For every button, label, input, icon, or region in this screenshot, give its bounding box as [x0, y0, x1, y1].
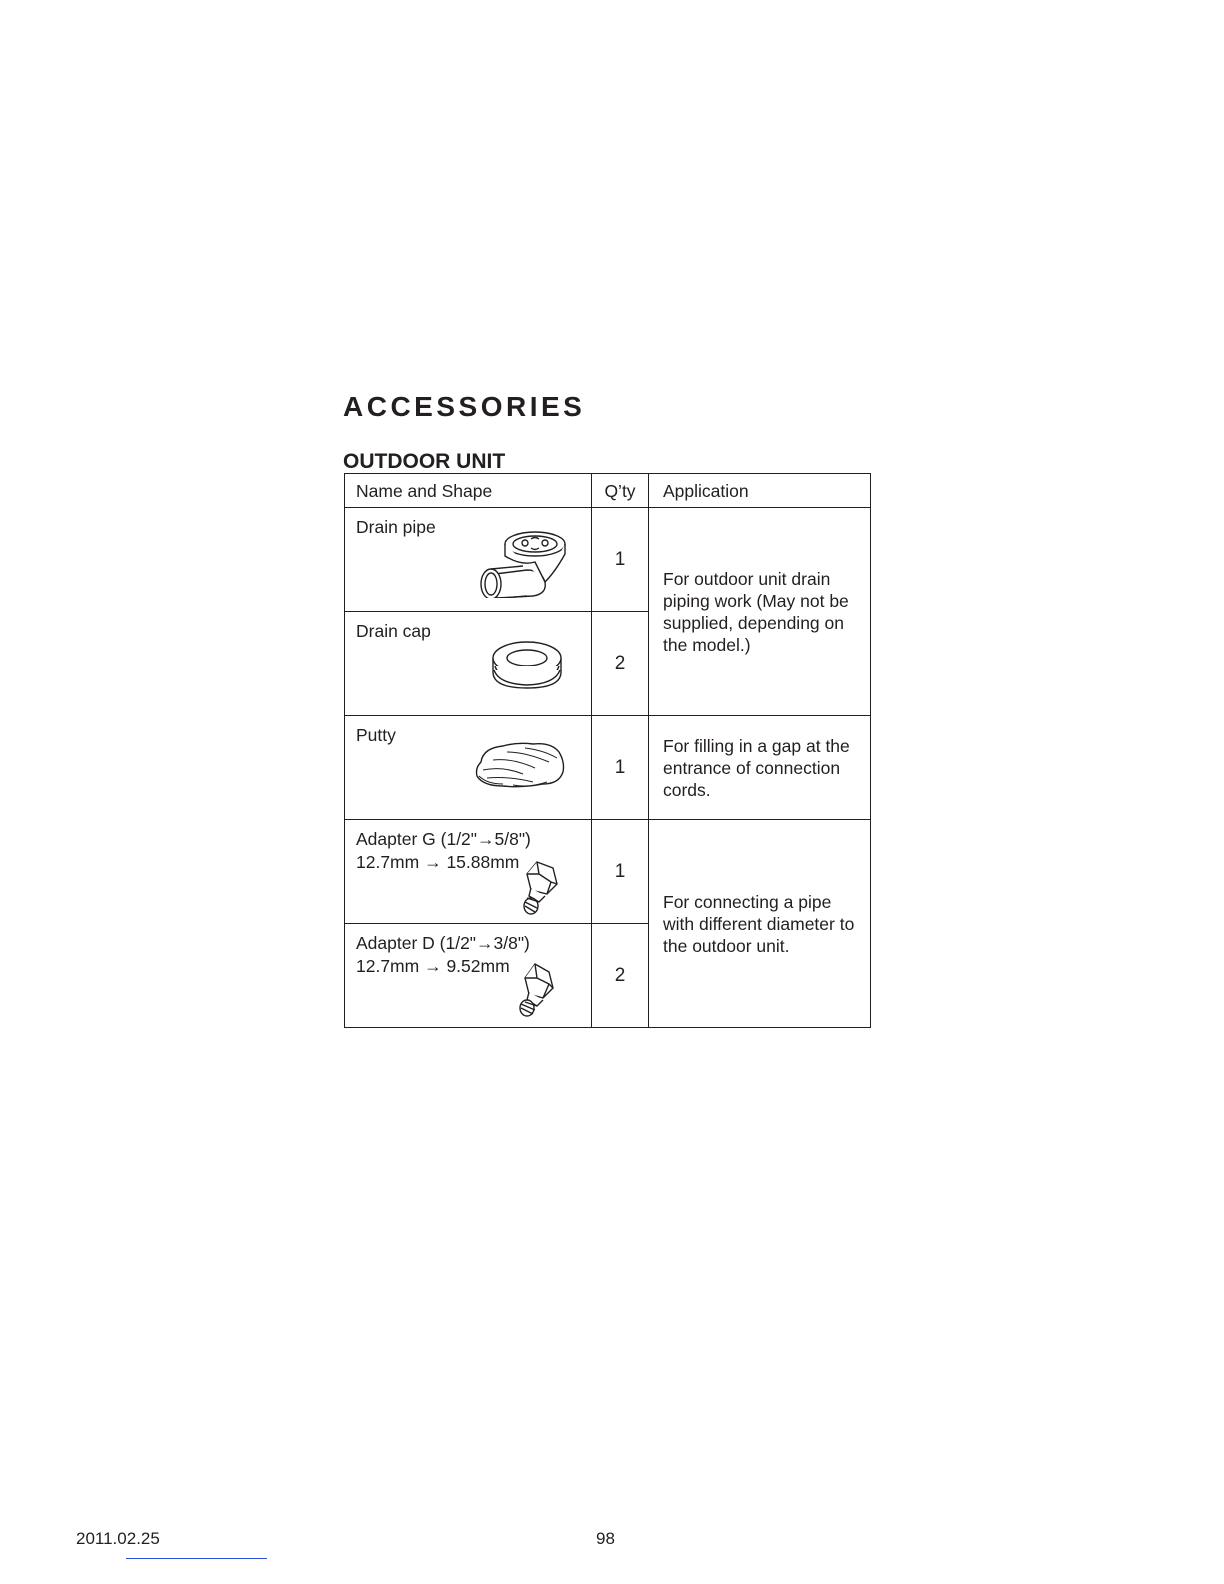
- name-cell: [345, 820, 592, 924]
- item-name-drain-cap: Drain cap: [356, 621, 431, 641]
- qty-adapter-d: 2: [592, 924, 649, 1028]
- item-size-adapter-d: 12.7mm → 9.52mm: [356, 956, 510, 976]
- name-cell: [345, 612, 592, 716]
- name-cell: [345, 508, 592, 612]
- item-name-drain-pipe: Drain pipe: [356, 517, 436, 537]
- qty-drain-cap: 2: [592, 612, 649, 716]
- item-name-adapter-d: Adapter D (1/2"→3/8"): [356, 933, 530, 953]
- putty-icon: [473, 740, 567, 792]
- name-cell: [345, 924, 592, 1028]
- header-application: Application: [649, 474, 871, 508]
- item-name-adapter-g: Adapter G (1/2"→5/8"): [356, 829, 531, 849]
- header-name-and-shape: Name and Shape: [345, 474, 592, 508]
- application-putty: For filling in a gap at the entrance of connection cords.: [649, 716, 871, 820]
- table-row: [345, 716, 871, 820]
- header-quantity: Q’ty: [592, 474, 649, 508]
- adapter-g-icon: [521, 858, 561, 916]
- accessories-table: [344, 473, 871, 1028]
- qty-putty: 1: [592, 716, 649, 820]
- item-size-adapter-g: 12.7mm → 15.88mm: [356, 852, 520, 872]
- application-adapter: For connecting a pipe with different diameter to the outdoor unit.: [649, 820, 871, 1028]
- table-header-row: [345, 474, 871, 508]
- footer-date: 2011.02.25: [76, 1529, 160, 1548]
- qty-drain-pipe: 1: [592, 508, 649, 612]
- section-title: OUTDOOR UNIT: [343, 450, 506, 473]
- item-name-putty: Putty: [356, 725, 396, 745]
- footer-divider: [126, 1558, 267, 1559]
- adapter-d-icon: [517, 960, 557, 1018]
- name-cell: [345, 716, 592, 820]
- application-drain: For outdoor unit drain piping work (May not be supplied, depending on the model.): [649, 508, 871, 716]
- page-number: 98: [596, 1529, 615, 1548]
- drain-cap-icon: [489, 636, 565, 692]
- table-row: [345, 820, 871, 924]
- qty-adapter-g: 1: [592, 820, 649, 924]
- table-row: [345, 508, 871, 612]
- page-title: ACCESSORIES: [343, 391, 586, 422]
- drain-pipe-icon: [475, 526, 569, 598]
